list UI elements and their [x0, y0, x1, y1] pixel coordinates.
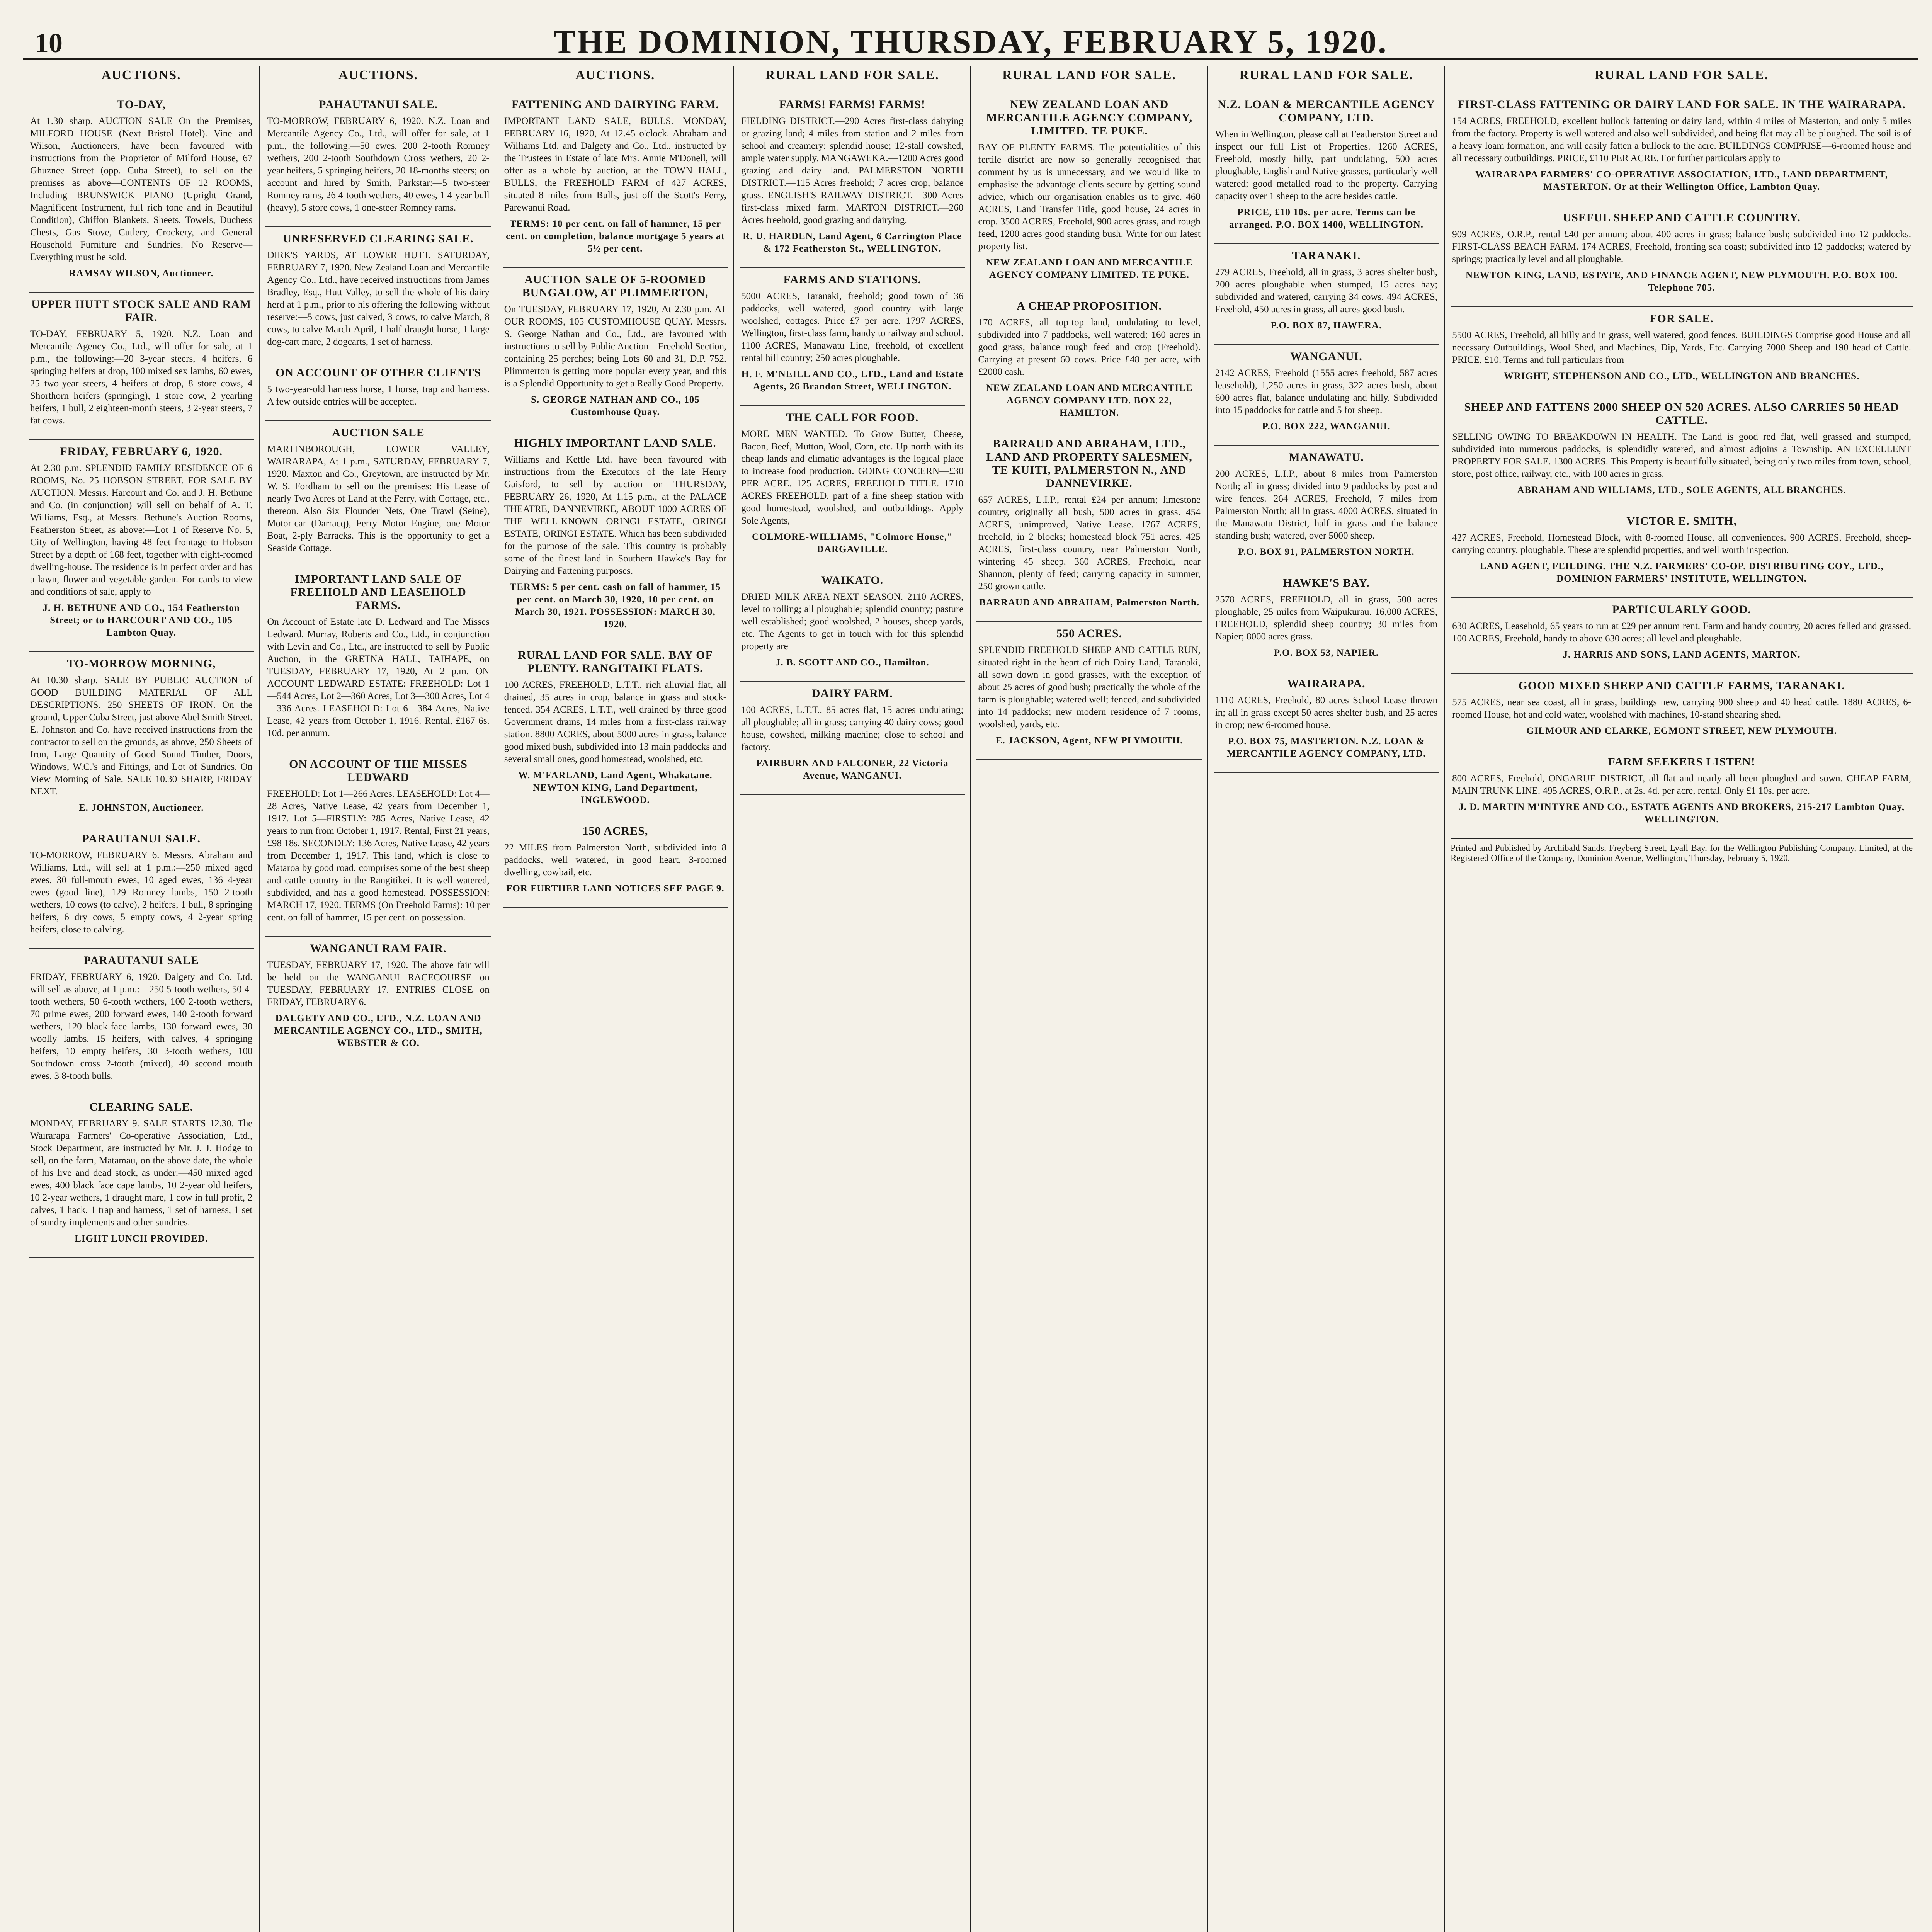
- column-1: [23, 66, 260, 1932]
- ad-title: AUCTION SALE OF 5-ROOMED BUNGALOW, AT PLIMMERTON,: [522, 273, 709, 299]
- ad-signature: LIGHT LUNCH PROVIDED.: [75, 1233, 208, 1244]
- ad-body: 2578 ACRES, FREEHOLD, all in grass, 500 acres ploughable, 25 miles from Waipukurau. 16,000 ACRES, FREEHOLD, splendid sheep country; 30 miles from Napier; 8000 acres grass.: [1215, 594, 1438, 642]
- column-header: RURAL LAND FOR SALE.: [740, 66, 965, 87]
- page-number: 10: [35, 27, 63, 58]
- advertisement: [1451, 674, 1913, 750]
- ad-body: 200 ACRES, L.I.P., about 8 miles from Palmerston North; all in grass; divided into 9 paddocks by post and wire fences. 264 ACRES, Freehold, 7 miles from Palmerston North; all in grass. 4000 ACRES, situated in the Manawatu District, half in grass and the balance standing bush; watered, over 5000 sheep.: [1215, 469, 1438, 541]
- advertisement: [1451, 598, 1913, 674]
- advertisement: [740, 268, 965, 406]
- ad-title: TO-DAY,: [117, 98, 166, 111]
- ad-title: 550 ACRES.: [1056, 627, 1122, 640]
- advertisement: [976, 294, 1202, 432]
- advertisement: [29, 293, 254, 440]
- advertisement: [29, 440, 254, 652]
- ad-title: BARRAUD AND ABRAHAM, LTD., LAND AND PROPERTY SALESMEN, TE KUITI, PALMERSTON N., AND DANNEVIRKE.: [986, 437, 1192, 490]
- advertisement: [265, 227, 491, 361]
- ad-signature: NEW ZEALAND LOAN AND MERCANTILE AGENCY COMPANY LIMITED. TE PUKE.: [986, 257, 1193, 280]
- ad-body: 1110 ACRES, Freehold, 80 acres School Lease thrown in; all in grass except 50 acres shelter bush, and 25 acres in crop; new 6-roomed house.: [1215, 695, 1438, 730]
- advertisement: [976, 432, 1202, 622]
- column-grid: [23, 66, 1918, 1932]
- ad-signature: FAIRBURN AND FALCONER, 22 Victoria Avenue, WANGANUI.: [756, 758, 949, 781]
- ad-title: WAIKATO.: [821, 574, 884, 587]
- ad-signature: S. GEORGE NATHAN AND CO., 105 Customhouse Quay.: [531, 395, 700, 417]
- ad-title: SHEEP AND FATTENS 2000 SHEEP ON 520 ACRES. ALSO CARRIES 50 HEAD CATTLE.: [1464, 401, 1899, 427]
- advertisement: [740, 568, 965, 682]
- ad-title: HIGHLY IMPORTANT LAND SALE.: [514, 437, 716, 449]
- ad-body: Williams and Kettle Ltd. have been favoured with instructions from the Executors of the late Henry Gaisford, to sell by auction on THURSDAY, FEBRUARY 26, 1920, At 1.15 p.m., at the PALACE THEATRE, DANNEVIRKE, ABOUT 1000 ACRES OF THE WELL-KNOWN ORINGI ESTATE, ORINGI ESTATE, ORINGI ESTATE. Which has been subdivided for the purpose of the sale. This country is probably some of the finest land in Southern Hawke's Bay for Dairying and Fattening purposes.: [504, 454, 727, 576]
- column-3: [497, 66, 734, 1932]
- ad-body: SELLING OWING TO BREAKDOWN IN HEALTH. The Land is good red flat, well grassed and stumped, subdivided into numerous paddocks, is splendidly watered, and almost adjoins a Township. AN EXCELLENT PROPERTY FOR SALE. 1300 ACRES. This Property is beautifully situated, being only two miles from town, school, store, post office, railway, etc., with 100 acres in grass.: [1452, 432, 1912, 479]
- ad-signature: J. H. BETHUNE AND CO., 154 Featherston Street; or to HARCOURT AND CO., 105 Lambton Quay.: [43, 603, 240, 638]
- advertisement: [976, 93, 1202, 294]
- ad-title: WAIRARAPA.: [1287, 677, 1366, 690]
- ad-body: 657 ACRES, L.I.P., rental £24 per annum; limestone country, originally all bush, 500 acres in grass. 454 ACRES, unimproved, Native Lease. 1767 ACRES, freehold, in 2 blocks; homestead block 751 acres. 425 ACRES, first-class country, near Palmerston North, wintering 45 sheep. 360 ACRES, Freehold, near Shannon, plenty of feed; carrying capacity in summer, 250 grown cattle.: [978, 495, 1201, 592]
- page-title: THE DOMINION, THURSDAY, FEBRUARY 5, 1920.: [553, 23, 1388, 60]
- ad-body: BAY OF PLENTY FARMS. The potentialities of this fertile district are now so generally recognised that comment by us is unnecessary, and we would like to emphasise the advantage clients secure by getting sound advice, which our organisation enables us to give. 460 ACRES, Land Transfer Title, good house, 24 acres in crop. 3500 ACRES, Freehold, 900 acres grass, and rough feed, 1200 acres good standing bush. Write for our latest property list.: [978, 142, 1201, 252]
- ad-title: THE CALL FOR FOOD.: [786, 411, 919, 424]
- ad-signature: TERMS: 10 per cent. on fall of hammer, 15 per cent. on completion, balance mortgage 5 years at 5½ per cent.: [506, 219, 725, 254]
- ad-body: At 2.30 p.m. SPLENDID FAMILY RESIDENCE OF 6 ROOMS, No. 25 HOBSON STREET. FOR SALE BY AUCTION. Messrs. Harcourt and Co. and J. H. Bethune and Co. (in conjunction) will sell on behalf of A. T. Williams, Esq., at Messrs. Bethune's Auction Rooms, Featherston Street, as above:—Lot 1 of Reserve No. 5, City of Wellington, having 48 feet frontage to Hobson Street by a depth of 168 feet, together with eight-roomed dwelling-house. The residence is in perfect order and has a lawn, flower and vegetable garden. For cards to view and conditions of sale, apply to: [30, 463, 253, 597]
- advertisement: [503, 819, 728, 908]
- ad-body: SPLENDID FREEHOLD SHEEP AND CATTLE RUN, situated right in the heart of rich Dairy Land, Taranaki, all sown down in good grasses, with the exception of about 25 acres of good bush; practically the whole of the farm is ploughable; watered well; fenced, and subdivided into 14 paddocks; new modern residence of 7 rooms, woolshed, yards, etc.: [978, 645, 1201, 730]
- advertisement: [1451, 307, 1913, 395]
- ad-signature: J. HARRIS AND SONS, LAND AGENTS, MARTON.: [1563, 650, 1801, 660]
- ad-title: ON ACCOUNT OF OTHER CLIENTS: [275, 366, 481, 379]
- column-5: [971, 66, 1208, 1932]
- ad-title: WANGANUI.: [1290, 350, 1362, 363]
- column-header: RURAL LAND FOR SALE.: [1451, 66, 1913, 87]
- column-2: [260, 66, 497, 1932]
- ad-body: 279 ACRES, Freehold, all in grass, 3 acres shelter bush, 200 acres ploughable when stumped, 15 acres hay; subdivided and watered, carrying 34 cows. 494 ACRES, Freehold, 450 acres in grass, all acres good bush.: [1215, 267, 1438, 315]
- ad-body: At 1.30 sharp. AUCTION SALE On the Premises, MILFORD HOUSE (Next Bristol Hotel). Vine and Wilson, Auctioneers, have been favoured with instructions from the Proprietor of Milford House, 67 Ghuznee Street (opp. Cuba Street), to sell on the premises as above—CONTENTS OF 12 ROOMS, Including BRUNSWICK PIANO (Upright Grand, Magnificent Instrument, full rich tone and in Beautiful Condition), Chiffon Blankets, Sheets, Towels, Duchess Chests, Gas Stove, Cutlery, Crockery, and General Household Furniture and Sundries. No Reserve—Everything must be sold.: [30, 116, 253, 262]
- ad-signature: P.O. BOX 87, HAWERA.: [1270, 320, 1382, 331]
- column-header: RURAL LAND FOR SALE.: [976, 66, 1202, 87]
- ad-signature: P.O. BOX 75, MASTERTON. N.Z. LOAN & MERCANTILE AGENCY COMPANY, LTD.: [1226, 736, 1426, 759]
- ad-title: UNRESERVED CLEARING SALE.: [283, 232, 474, 245]
- advertisement: [265, 93, 491, 227]
- advertisement: [1451, 93, 1913, 206]
- ad-body: 630 ACRES, Leasehold, 65 years to run at £29 per annum rent. Farm and handy country, 20 acres felled and grassed. 100 ACRES, Freehold, handy to above 630 acres; all level and ploughable.: [1452, 621, 1912, 644]
- ad-body: 100 ACRES, FREEHOLD, L.T.T., rich alluvial flat, all drained, 35 acres in crop, balance in grass and stock-fenced. 354 ACRES, L.T.T., well drained by three good Government drains, 14 miles from a first-class railway station. 8800 ACRES, about 5000 acres in grass, balance good mixed bush, subdivided into 13 main paddocks and several small ones, good homestead, woolshed, etc.: [504, 680, 727, 764]
- ad-signature: RAMSAY WILSON, Auctioneer.: [69, 268, 214, 279]
- ad-body: 154 ACRES, FREEHOLD, excellent bullock fattening or dairy land, within 4 miles of Masterton, and only 5 miles from the factory. Property is well watered and also well subdivided, and being flat may all be ploughed. The soil is of a heavy loam formation, and will easily fatten a bullock to the acre. BUILDINGS COMPRISE—6-roomed house and all necessary outbuildings. PRICE, £110 PER ACRE. For further particulars apply to: [1452, 116, 1912, 163]
- ad-title: PARAUTANUI SALE: [83, 954, 199, 967]
- advertisement: [1214, 244, 1439, 345]
- ad-signature: J. D. MARTIN M'INTYRE AND CO., ESTATE AGENTS AND BROKERS, 215-217 Lambton Quay, WELLINGTON.: [1459, 802, 1905, 825]
- advertisement: [265, 567, 491, 752]
- advertisement: [1214, 672, 1439, 773]
- ad-title: FARMS AND STATIONS.: [783, 273, 922, 286]
- ad-body: IMPORTANT LAND SALE, BULLS. MONDAY, FEBRUARY 16, 1920, At 12.45 o'clock. Abraham and Williams Ltd. and Dalgety and Co., Ltd., instructed by the Trustees in Estate of late Mrs. Annie M'Donell, will offer as a whole by auction, at the TOWN HALL, BULLS, the FREEHOLD FARM of 427 ACRES, situated 8 miles from Bulls, just off the Scott's Ferry, Parewanui Road.: [504, 116, 727, 213]
- ad-title: RURAL LAND FOR SALE. BAY OF PLENTY. RANGITAIKI FLATS.: [517, 649, 713, 675]
- ad-body: 2142 ACRES, Freehold (1555 acres freehold, 587 acres leasehold), 1,250 acres in grass, 322 acres bush, about 600 acres flat, balance undulating and hilly. Subdivided into 15 paddocks for cattle and 5 for sheep.: [1215, 368, 1438, 415]
- ad-signature: COLMORE-WILLIAMS, "Colmore House," DARGAVILLE.: [752, 532, 953, 554]
- column-header: AUCTIONS.: [265, 66, 491, 87]
- ad-body: DIRK'S YARDS, AT LOWER HUTT. SATURDAY, FEBRUARY 7, 1920. New Zealand Loan and Mercantile Agency Co., Ltd., have received instructions from James Bradley, Esq., Hutt Valley, to sell the whole of his dairy herd at 1 p.m., prior to his offering the following without reserve:—5 cows, just calved, 3 cows, to calve March, 8 cows, to calve March-April, 1 half-draught horse, 1 large dog-cart mare, 2 dogcarts, 1 set of harness.: [267, 250, 490, 347]
- ad-title: DAIRY FARM.: [811, 687, 893, 700]
- masthead: [23, 15, 1918, 60]
- ad-title: MANAWATU.: [1289, 451, 1364, 464]
- advertisement: [1214, 446, 1439, 571]
- ad-body: 575 ACRES, near sea coast, all in grass, buildings new, carrying 900 sheep and 40 head cattle. 1880 ACRES, 6-roomed House, hot and cold water, woolshed with machines, 10-stand shearing shed.: [1452, 697, 1912, 720]
- advertisement: [265, 752, 491, 937]
- ad-signature: W. M'FARLAND, Land Agent, Whakatane. NEWTON KING, Land Department, INGLEWOOD.: [518, 770, 713, 805]
- ad-signature: P.O. BOX 222, WANGANUI.: [1262, 421, 1391, 432]
- ad-title: 150 ACRES,: [582, 825, 648, 837]
- ad-body: 5500 ACRES, Freehold, all hilly and in grass, well watered, good fences. BUILDINGS Comprise good House and all necessary Outbuildings, Wool Shed, and Machines, Dip, Yards, Etc. Carrying 7000 Sheep and 190 head of Cattle. PRICE, £10. Terms and full particulars from: [1452, 330, 1912, 365]
- advertisement: [29, 93, 254, 293]
- ad-title: GOOD MIXED SHEEP AND CATTLE FARMS, TARANAKI.: [1518, 679, 1845, 692]
- advertisement: [1214, 571, 1439, 672]
- ad-body: MORE MEN WANTED. To Grow Butter, Cheese, Bacon, Beef, Mutton, Wool, Corn, etc. Up north with its cheap lands and climatic advantages is the logical place to increase food production. GOING CONCERN—£30 PER ACRE. 125 ACRES, FREEHOLD TITLE. 1710 ACRES FREEHOLD, part of a fine sheep station with good homestead, woolshed, and outbuildings. Apply Sole Agents,: [741, 429, 964, 526]
- ad-signature: NEW ZEALAND LOAN AND MERCANTILE AGENCY COMPANY LTD. BOX 22, HAMILTON.: [986, 383, 1193, 418]
- advertisement: [976, 622, 1202, 760]
- ad-signature: R. U. HARDEN, Land Agent, 6 Carrington Place & 172 Featherston St., WELLINGTON.: [743, 231, 962, 254]
- ad-body: TUESDAY, FEBRUARY 17, 1920. The above fair will be held on the WANGANUI RACECOURSE on TUESDAY, FEBRUARY 17. ENTRIES CLOSE on FRIDAY, FEBRUARY 6.: [267, 960, 490, 1007]
- ad-body: MARTINBOROUGH, LOWER VALLEY, WAIRARAPA, At 1 p.m., SATURDAY, FEBRUARY 7, 1920. Maxton and Co., Greytown, are instructed by Mr. W. S. Fordham to sell on the premises: His Lease of nearly Two Acres of Land at the Ferry, with Cottage, etc., thereon. Also Six Flounder Nets, One Trawl (Seine), Motor-car (Darracq), Ferry Motor Engine, one Motor Boat, 2-ply Barracks. This is the opportunity to get a Seaside Cottage.: [267, 444, 490, 553]
- advertisement: [503, 268, 728, 431]
- ad-signature: ABRAHAM AND WILLIAMS, LTD., SOLE AGENTS, ALL BRANCHES.: [1517, 485, 1846, 495]
- ad-body: FREEHOLD: Lot 1—266 Acres. LEASEHOLD: Lot 4—28 Acres, Native Lease, 42 years from December 1, 1917. Lot 5—FIRSTLY: 285 Acres, Native Lease, 42 years to run from October 1, 1917. Rental, First 21 years, £98 18s. SECONDLY: 136 Acres, Native Lease, 42 years from December 1, 1917. This land, which is close to Mataroa by good road, comprises some of the best sheep and cattle country in the Rangitikei. It is well watered, subdivided, and has a good homestead. POSSESSION: MARCH 17, 1920. TERMS (On Freehold Farms): 10 per cent. on fall of hammer, 15 per cent. on possession.: [267, 789, 490, 923]
- ad-body: 909 ACRES, O.R.P., rental £40 per annum; about 400 acres in grass; balance bush; subdivided into 12 paddocks. FIRST-CLASS BEACH FARM. 174 ACRES, Freehold, fronting sea coast; subdivided into 12 paddocks; watered by springs; practically level and all ploughable.: [1452, 229, 1912, 264]
- column-header: AUCTIONS.: [503, 66, 728, 87]
- ad-signature: PRICE, £10 10s. per acre. Terms can be arranged. P.O. BOX 1400, WELLINGTON.: [1229, 207, 1423, 230]
- advertisement: [740, 682, 965, 795]
- ad-signature: P.O. BOX 91, PALMERSTON NORTH.: [1238, 547, 1415, 557]
- ad-signature: LAND AGENT, FEILDING. THE N.Z. FARMERS' CO-OP. DISTRIBUTING COY., LTD., DOMINION FARMERS' INSTITUTE, WELLINGTON.: [1480, 561, 1884, 584]
- ad-title: HAWKE'S BAY.: [1283, 577, 1370, 589]
- advertisement: [503, 93, 728, 268]
- ad-title: PARTICULARLY GOOD.: [1612, 603, 1751, 616]
- ad-body: FIELDING DISTRICT.—290 Acres first-class dairying or grazing land; 4 miles from station and 2 miles from school and creamery; splendid house; 12-stall cowshed, ample water supply. MANGAWEKA.—1200 Acres good grazing and dairy land. PALMERSTON NORTH DISTRICT.—115 Acres freehold; 7 acres crop, balance grass. ENGLISH'S RAILWAY DISTRICT.—300 Acres first-class mixed farm. MARTON DISTRICT.—260 Acres freehold, good grazing and dairying.: [741, 116, 964, 225]
- ad-title: TO-MORROW MORNING,: [67, 657, 216, 670]
- ad-title: FRIDAY, FEBRUARY 6, 1920.: [60, 445, 223, 458]
- advertisement: [503, 431, 728, 643]
- advertisement: [740, 93, 965, 268]
- ad-body: 170 ACRES, all top-top land, undulating to level, subdivided into 7 paddocks, well watered; 160 acres in good grass, balance rough feed and crop (Freehold). Carrying at present 60 cows. Price £48 per acre, with £2000 cash.: [978, 317, 1201, 377]
- ad-body: 22 MILES from Palmerston North, subdivided into 8 paddocks, well watered, in good heart, 3-roomed dwelling, cowbail, etc.: [504, 842, 727, 878]
- ad-body: On TUESDAY, FEBRUARY 17, 1920, At 2.30 p.m. AT OUR ROOMS, 105 CUSTOMHOUSE QUAY. Messrs. S. George Nathan and Co., Ltd., are favoured with instructions to sell by Public Auction—Freehold Section, containing 25 perches; being Lots 60 and 31, D.P. 752. Plimmerton is getting more popular every year, and this is a Splendid Opportunity to get a Really Good Property.: [504, 304, 727, 389]
- advertisement: [29, 652, 254, 827]
- column-4: [734, 66, 971, 1932]
- advertisement: [29, 827, 254, 949]
- ad-body: 5000 ACRES, Taranaki, freehold; good town of 36 paddocks, well watered, good country with large woolshed, cottages. Price £7 per acre. 1797 ACRES, Wellington, first-class farm, handy to railway and school. 1100 ACRES, Manawatu Line, freehold, of excellent rental hill country; 250 acres ploughable.: [741, 291, 964, 363]
- ad-title: AUCTION SALE: [332, 426, 425, 439]
- ad-body: MONDAY, FEBRUARY 9. SALE STARTS 12.30. The Wairarapa Farmers' Co-operative Association, Ltd., Stock Department, are instructed by Mr. J. J. Hodge to sell, on the farm, Matamau, on the above date, the whole of his live and dead stock, as under:—450 mixed aged ewes, 400 black face cape lambs, 10 2-year old heifers, 10 2-year wethers, 1 draught mare, 1 cow in full profit, 2 calves, 1 hack, 1 trap and harness, 1 set of harness, 1 set of sundry implements and other sundries.: [30, 1118, 253, 1228]
- column-header: RURAL LAND FOR SALE.: [1214, 66, 1439, 87]
- advertisement: [265, 361, 491, 421]
- ad-title: CLEARING SALE.: [89, 1100, 194, 1113]
- ad-signature: P.O. BOX 53, NAPIER.: [1274, 648, 1379, 658]
- ad-body: 100 ACRES, L.T.T., 85 acres flat, 15 acres undulating; all ploughable; all in grass; carrying 40 dairy cows; good house, cowshed, milking machine; close to school and factory.: [741, 705, 964, 752]
- advertisement: [265, 937, 491, 1062]
- advertisement: [29, 1095, 254, 1258]
- ad-body: When in Wellington, please call at Featherston Street and inspect our full List of Properties. 1260 ACRES, Freehold, mostly hilly, part undulating, 500 acres ploughable, English and Native grasses, particularly well watered; good metalled road to the property. Carrying capacity over 1 sheep to the acre besides cattle.: [1215, 129, 1438, 201]
- ad-body: DRIED MILK AREA NEXT SEASON. 2110 ACRES, level to rolling; all ploughable; splendid country; pasture well established; good woolshed, 2 houses, sheep yards, etc. The Agents to get in touch with for this splendid property are: [741, 592, 964, 651]
- ad-title: USEFUL SHEEP AND CATTLE COUNTRY.: [1563, 211, 1801, 224]
- ad-signature: E. JOHNSTON, Auctioneer.: [79, 803, 204, 813]
- ad-title: FARM SEEKERS LISTEN!: [1608, 755, 1755, 768]
- advertisement: [1451, 395, 1913, 509]
- advertisement: [740, 406, 965, 568]
- ad-signature: FOR FURTHER LAND NOTICES SEE PAGE 9.: [506, 883, 724, 894]
- ad-body: 800 ACRES, Freehold, ONGARUE DISTRICT, all flat and nearly all been ploughed and sown. CHEAP FARM, MAIN TRUNK LINE. 495 ACRES, O.R.P., at 2s. 4d. per acre, rental. Only £1 10s. per acre.: [1452, 773, 1912, 796]
- ad-title: PAHAUTANUI SALE.: [318, 98, 438, 111]
- ad-signature: J. B. SCOTT AND CO., Hamilton.: [775, 657, 929, 668]
- advertisement: [503, 643, 728, 819]
- ad-title: N.Z. LOAN & MERCANTILE AGENCY COMPANY, LTD.: [1218, 98, 1435, 124]
- printer-imprint: Printed and Published by Archibald Sands, Freyberg Street, Lyall Bay, for the Wellington Publishing Company, Limited, at the Registered Office of the Company, Dominion Avenue, Wellington, Thursday, February 5, 1920.: [1451, 838, 1913, 863]
- ad-title: VICTOR E. SMITH,: [1626, 515, 1737, 527]
- advertisement: [29, 949, 254, 1095]
- ad-body: 427 ACRES, Freehold, Homestead Block, with 8-roomed House, all conveniences. 900 ACRES, Freehold, sheep-carrying country, ploughable. These are splendid properties, and well worth inspection.: [1452, 532, 1912, 555]
- ad-signature: BARRAUD AND ABRAHAM, Palmerston North.: [979, 597, 1200, 608]
- advertisement: [265, 421, 491, 567]
- ad-title: NEW ZEALAND LOAN AND MERCANTILE AGENCY COMPANY, LIMITED. TE PUKE.: [986, 98, 1193, 137]
- ad-signature: WAIRARAPA FARMERS' CO-OPERATIVE ASSOCIATION, LTD., LAND DEPARTMENT, MASTERTON. Or at their Wellington Office, Lambton Quay.: [1475, 169, 1888, 192]
- ad-signature: NEWTON KING, LAND, ESTATE, AND FINANCE AGENT, NEW PLYMOUTH. P.O. BOX 100. Telephone 705.: [1465, 270, 1898, 293]
- ad-title: A CHEAP PROPOSITION.: [1017, 299, 1162, 312]
- advertisement: [1214, 93, 1439, 244]
- ad-title: FOR SALE.: [1650, 312, 1714, 325]
- ad-title: ON ACCOUNT OF THE MISSES LEDWARD: [289, 758, 468, 784]
- ad-signature: WRIGHT, STEPHENSON AND CO., LTD., WELLINGTON AND BRANCHES.: [1503, 371, 1860, 381]
- ad-body: TO-MORROW, FEBRUARY 6, 1920. N.Z. Loan and Mercantile Agency Co., Ltd., will offer for sale, at 1 p.m., the following:—50 ewes, 200 2-tooth Romney wethers, 200 2-tooth Southdown Cross wethers, 20 2-year heifers, 5 springing heifers, 20 18-months steers; on account and hired by Smith, Parkstar:—5 two-steer Romney rams, 26 4-tooth wethers, 40 ewes, 1 4-year bull (heavy), 5 store cows, 1 one-steer Romney rams.: [267, 116, 490, 213]
- ad-body: On Account of Estate late D. Ledward and The Misses Ledward. Murray, Roberts and Co., Ltd., in conjunction with Levin and Co., Ltd., are instructed to sell by Public Auction, in the GRETNA HALL, TAIHAPE, on TUESDAY, FEBRUARY 17, 1920, At 2 p.m. ON ACCOUNT LEDWARD ESTATE: FREEHOLD: Lot 1—544 Acres, Lot 2—360 Acres, Lot 3—300 Acres, Lot 4—336 Acres. LEASEHOLD: Lot 6—384 Acres, Native Lease, 42 years from October 1, 1916. Rental, £167 6s. 10d. per annum.: [267, 617, 490, 738]
- ad-signature: E. JACKSON, Agent, NEW PLYMOUTH.: [995, 735, 1183, 746]
- advertisement: [1451, 750, 1913, 838]
- column-header: AUCTIONS.: [29, 66, 254, 87]
- ad-signature: TERMS: 5 per cent. cash on fall of hammer, 15 per cent. on March 30, 1920, 10 per cent. on March 30, 1921. POSSESSION: MARCH 30, 1920.: [510, 582, 721, 629]
- ad-title: FARMS! FARMS! FARMS!: [779, 98, 925, 111]
- column-7: [1445, 66, 1918, 1932]
- ad-title: IMPORTANT LAND SALE OF FREEHOLD AND LEASEHOLD FARMS.: [290, 573, 466, 612]
- ad-body: TO-MORROW, FEBRUARY 6. Messrs. Abraham and Williams, Ltd., will sell at 1 p.m.:—250 mixed aged ewes, 30 full-mouth ewes, 10 aged ewes, 136 4-year ewes (good line), 129 Romney lambs, 150 2-tooth wethers, 10 cows (to calve), 2 heifers, 1 bull, 8 springing heifers, 6 dry cows, 5 empty cows, 4 2-year spring heifers, close to calving.: [30, 850, 253, 935]
- ad-body: TO-DAY, FEBRUARY 5, 1920. N.Z. Loan and Mercantile Agency Co., Ltd., will offer for sale, at 1 p.m., the following:—20 3-year steers, 4 heifers, 6 springing heifers at drop, 100 mixed sex lambs, 60 ewes, 25 two-year steers, 4 heifers at drop, 8 store cows, 4 Shorthorn heifers (springing), 1 store cow, 2 yearling heifers, 1 bull, 2 eighteen-month steers, 3 2-year steers, 7 fat cows.: [30, 329, 253, 426]
- ad-body: FRIDAY, FEBRUARY 6, 1920. Dalgety and Co. Ltd. will sell as above, at 1 p.m.:—250 5-tooth wethers, 50 4-tooth wethers, 50 6-tooth wethers, 100 2-tooth wethers, 70 prime ewes, 200 forward ewes, 140 2-tooth forward wethers, 120 black-face lambs, 130 forward ewes, 30 woolly lambs, 15 heifers, with calves, 4 springing heifers, 10 empty heifers, 30 3-tooth wethers, 100 Southdown cross 2-tooth (mixed), 40 second mouth ewes, 3 8-tooth bulls.: [30, 972, 253, 1081]
- ad-body: At 10.30 sharp. SALE BY PUBLIC AUCTION of GOOD BUILDING MATERIAL OF ALL DESCRIPTIONS. 250 SHEETS OF IRON. On the ground, Upper Cuba Street, just above Abel Smith Street. E. Johnston and Co. have received instructions from the contractor to sell on the grounds, as above, 250 Sheets of Iron, Large Quantity of Good Sound Timber, Doors, Windows, W.C.'s and Fittings, and Lot of Sundries. On View Morning of Sale. SALE 10.30 SHARP, FRIDAY NEXT.: [30, 675, 253, 797]
- ad-title: UPPER HUTT STOCK SALE AND RAM FAIR.: [31, 298, 252, 324]
- ad-signature: H. F. M'NEILL AND CO., LTD., Land and Estate Agents, 26 Brandon Street, WELLINGTON.: [741, 369, 963, 392]
- ad-title: FIRST-CLASS FATTENING OR DAIRY LAND FOR SALE. IN THE WAIRARAPA.: [1458, 98, 1906, 111]
- ad-signature: DALGETY AND CO., LTD., N.Z. LOAN AND MERCANTILE AGENCY CO., LTD., SMITH, WEBSTER & CO.: [274, 1013, 483, 1048]
- column-6: [1208, 66, 1445, 1932]
- ad-title: TARANAKI.: [1292, 249, 1361, 262]
- advertisement: [1451, 509, 1913, 598]
- advertisement: [1451, 206, 1913, 307]
- ad-title: PARAUTANUI SALE.: [82, 832, 201, 845]
- ad-title: WANGANUI RAM FAIR.: [310, 942, 447, 955]
- ad-signature: GILMOUR AND CLARKE, EGMONT STREET, NEW PLYMOUTH.: [1526, 726, 1837, 736]
- ad-body: 5 two-year-old harness horse, 1 horse, trap and harness. A few outside entries will be accepted.: [267, 384, 490, 407]
- ad-title: FATTENING AND DAIRYING FARM.: [511, 98, 719, 111]
- advertisement: [1214, 345, 1439, 446]
